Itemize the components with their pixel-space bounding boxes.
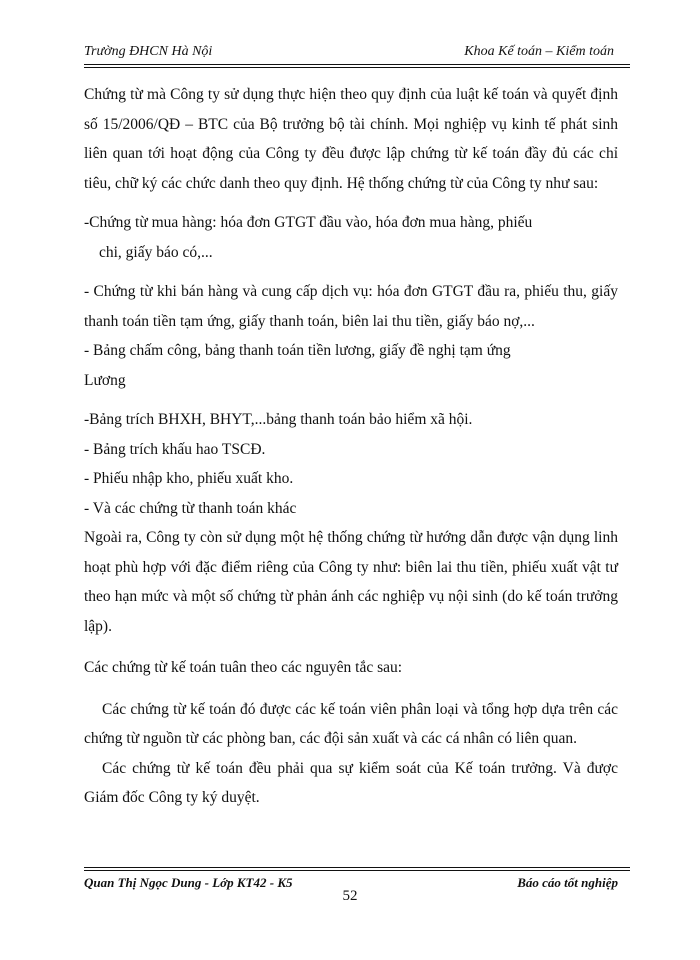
list-item-warehouse: - Phiếu nhập kho, phiếu xuất kho. bbox=[84, 470, 294, 487]
header-faculty: Khoa Kế toán – Kiểm toán bbox=[464, 44, 614, 59]
list-item-payroll-docs: - Bảng chấm công, bảng thanh toán tiền lương, giấy đề nghị tạm ứng bbox=[84, 342, 511, 359]
paragraph-classification: Các chứng từ kế toán đó được các kế toán viên phân loại và tổng hợp dựa trên các chứng từ nguồn từ các phòng ban, các đội sản xuất và các cá nhân có liên quan. bbox=[84, 700, 618, 747]
list-item-other-payment: - Và các chứng từ thanh toán khác bbox=[84, 499, 297, 517]
footer-author: Quan Thị Ngọc Dung - Lớp KT42 - K5 bbox=[84, 875, 293, 890]
footer-rule-2 bbox=[84, 870, 630, 871]
footer-report-type: Báo cáo tốt nghiệp bbox=[517, 875, 618, 890]
header-rule-2 bbox=[84, 67, 630, 68]
list-item-purchase-docs: -Chứng từ mua hàng: hóa đơn GTGT đầu vào, hóa đơn mua hàng, phiếu bbox=[84, 214, 533, 231]
list-item-sales-docs: - Chứng từ khi bán hàng và cung cấp dịch vụ: hóa đơn GTGT đầu ra, phiếu thu, giấy thanh toán tiền tạm ứng, giấy thanh toán, biên lai thu tiền, giấy báo nợ,... bbox=[84, 283, 618, 330]
paragraph-approval: Các chứng từ kế toán đều phải qua sự kiểm soát của Kế toán trưởng. Và được Giám đốc Công ty ký duyệt. bbox=[84, 759, 618, 806]
document-body bbox=[84, 80, 618, 813]
paragraph-principles: Các chứng từ kế toán tuân theo các nguyên tắc sau: bbox=[84, 659, 403, 676]
list-item-insurance: -Bảng trích BHXH, BHYT,...bảng thanh toán bảo hiểm xã hội. bbox=[84, 411, 473, 428]
footer-rule bbox=[84, 867, 630, 868]
paragraph-intro: Chứng từ mà Công ty sử dụng thực hiện theo quy định của luật kế toán và quyết định số 15/2006/QĐ – BTC của Bộ trưởng bộ tài chính. Mọi nghiệp vụ kinh tế phát sinh liên quan tới hoạt động của Công ty đều được lập chứng từ kế toán đầy đủ các chỉ tiêu, chữ ký các chức danh theo quy định. Hệ thống chứng từ của Công ty như sau: bbox=[84, 86, 618, 192]
page-number: 52 bbox=[342, 888, 358, 904]
list-item-purchase-docs-cont: chi, giấy báo có,... bbox=[99, 243, 213, 261]
list-item-payroll-docs-cont: Lương bbox=[84, 371, 126, 389]
paragraph-additional: Ngoài ra, Công ty còn sử dụng một hệ thống chứng từ hướng dẫn được vận dụng linh hoạt phù hợp với đặc điểm riêng của Công ty như: biên lai thu tiền, phiếu xuất vật tư theo hạn mức và một số chứng từ phản ánh các nghiệp vụ nội sinh (do kế toán trưởng lập). bbox=[84, 529, 618, 635]
page-header bbox=[84, 44, 614, 62]
header-school: Trường ĐHCN Hà Nội bbox=[84, 44, 213, 59]
list-item-depreciation: - Bảng trích khấu hao TSCĐ. bbox=[84, 440, 266, 458]
header-rule bbox=[84, 64, 630, 65]
